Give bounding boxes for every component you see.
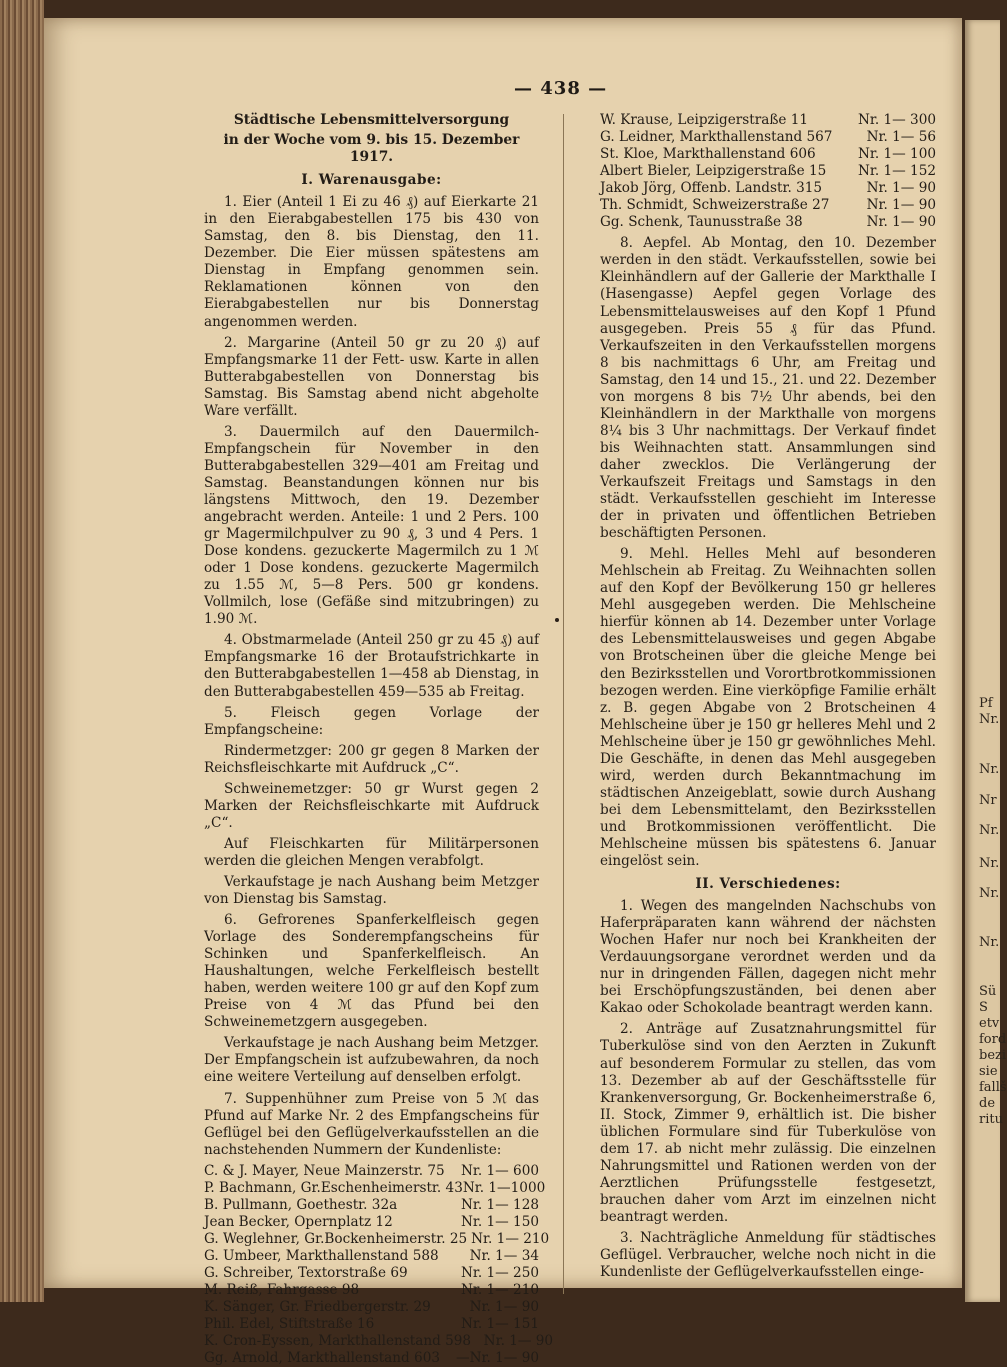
left-column [204,112,554,1367]
vendor-row [204,1265,539,1282]
vendor-range: Nr. 1— 600 [460,1162,539,1179]
item-gefluegel-anmeldung: 3. Nachträgliche Anmeldung für städtisches Geflügel. Verbraucher, welche noch nicht in die Kundenliste der Geflügelverkaufsstellen einge- [600,1230,936,1281]
item-tuberkulose: 2. Anträge auf Zusatznahrungsmittel für Tuberkulöse sind von den Aerzten in Zukunft auf besonderem Formular zu stellen, das vom 13. Dezember ab auf der Geschäftsstelle für Krankenversorgung, Gr. Bockenheimerstraße 6, II. Stock, Zimmer 9, erhältlich ist. Die bisher üblichen Formulare sind für Tuberkulöse von dem 17. ab nicht mehr zulässig. Die einzelnen Nahrungsmittel und Rationen werden von der Aerztlichen Prüfungsstelle festgesetzt, brauchen daher vom Arzt im einzelnen nicht beantragt werden. [600,1021,936,1225]
next-page-fragment: Nr. [979,935,1000,950]
item-eier: 1. Eier (Anteil 1 Ei zu 46 ₰) auf Eierkarte 21 in den Eierabgabestellen 175 bis 430 von Samstag, den 8. bis Dienstag, den 11. Dezember. Die Eier müssen spätestens am Dienstag in Empfang genommen sein. Reklamationen können von den Eierabgabestellen nur bis Donnerstag angenommen werden. [204,194,539,330]
vendor-name: Gg. Arnold, Markthallenstand 603 [204,1350,440,1367]
vendor-range: Nr. 1— 90 [469,1299,539,1316]
vendor-range: —Nr. 1— 90 [456,1350,539,1367]
vendor-row [600,146,936,163]
vendor-range: Nr. 1— 210 [460,1282,539,1299]
vendor-name: G. Umbeer, Markthallenstand 588 [204,1247,439,1264]
vendor-name: Gg. Schenk, Taunusstraße 38 [600,214,803,231]
item-fleisch: 5. Fleisch gegen Vorlage der Empfangscheine: [204,704,539,738]
vendor-row [600,214,936,231]
item-suppenhuehner: 7. Suppenhühner zum Preise von 5 ℳ das Pfund auf Marke Nr. 2 des Empfangscheins für Geflügel bei den Geflügelverkaufsstellen an die nachstehenden Nummern der Kundenliste: [204,1090,539,1158]
vendor-name: C. & J. Mayer, Neue Mainzerstr. 75 [204,1162,445,1179]
next-page-fragment: Nr. [979,823,1000,838]
vendor-name: M. Reiß, Fahrgasse 98 [204,1282,360,1299]
vendor-name: Phil. Edel, Stiftstraße 16 [204,1316,375,1333]
item-spanferkel: 6. Gefrorenes Spanferkelfleisch gegen Vorlage des Sonderempfangscheins für Schinken und Spanferkelfleisch. An Haushaltungen, welche Ferkelfleisch bestellt haben, werden weitere 100 gr auf den Kopf zum Preise von 4 ℳ das Pfund bei den Schweinemetzgern ausgegeben. [204,912,539,1031]
item-schweinemetzger: Schweinemetzger: 50 gr Wurst gegen 2 Marken der Reichsfleischkarte mit Aufdruck „C“. [204,780,539,831]
vendor-range: Nr. 1— 300 [857,112,936,128]
vendor-row [204,1299,539,1316]
vendor-row [204,1230,550,1248]
next-page-fragment: Nr [979,793,997,808]
vendor-name: K. Cron-Eyssen, Markthallenstand 598 [204,1333,472,1350]
vendor-name: G. Weglehner, Gr.Bockenheimerstr. 25 [204,1230,468,1247]
column-rule-dot [555,618,559,622]
next-page-fragment: Nr. [979,886,1000,901]
vendor-name: B. Pullmann, Goethestr. 32a [204,1196,398,1213]
vendor-name: W. Krause, Leipzigerstraße 11 [600,112,809,128]
next-page-edge [965,20,1007,1302]
vendor-range: Nr. 1— 128 [460,1196,539,1213]
next-page-fragment: Pf [979,696,993,711]
vendor-range: Nr. 1— 90 [866,197,936,214]
next-page-fragment: sie [979,1064,998,1079]
vendor-list-right [600,112,936,231]
item-verkaufstage-2: Verkaufstage je nach Aushang beim Metzger. Der Empfangschein ist aufzubewahren, da noch eine weitere Verteilung auf denselben erfolgt. [204,1035,539,1086]
vendor-row [204,1163,539,1180]
vendor-range: Nr. 1— 250 [460,1265,539,1281]
item-mehl: 9. Mehl. Helles Mehl auf besonderen Mehlschein ab Freitag. Zu Weihnachten sollen auf den Kopf der Bevölkerung 150 gr helleres Mehl ausgegeben werden. Die Mehlscheine hierfür können ab 14. Dezember unter Vorlage des Lebensmittelausweises und gegen Abgabe von Brotscheinen über die gleiche Menge bei den Bezirksstellen und Vorortbrotkommissionen bezogen werden. Eine vierköpfige Familie erhält z. B. gegen Abgabe von 2 Brotscheinen 4 Mehlscheine über je 150 gr helleres Mehl und 2 Mehlscheine über je 150 gr gewöhnliches Mehl. Die Geschäfte, in denen das Mehl ausgegeben wird, werden durch Bekanntmachung im städtischen Anzeigeblatt, sowie durch Aushang bei dem Lebensmittelamt, den Bezirksstellen und Brotkommissionen veröffentlicht. Die Mehlscheine müssen bis spätestens 6. Januar eingelöst sein. [600,546,936,870]
vendor-row [204,1214,539,1231]
vendor-row [204,1179,546,1197]
vendor-name: Th. Schmidt, Schweizerstraße 27 [600,197,830,214]
column-rule [563,114,564,1294]
vendor-row [600,197,936,214]
next-page-fragment: Nr. [979,762,1000,777]
vendor-list-left [204,1162,554,1367]
vendor-name: St. Kloe, Markthallenstand 606 [600,146,816,163]
vendor-name: Albert Bieler, Leipzigerstraße 15 [600,163,827,180]
book-page [44,18,962,1367]
next-page-fragment: Nr. [979,856,1000,871]
item-margarine: 2. Margarine (Anteil 50 gr zu 20 ₰) auf Empfangsmarke 11 der Fett- usw. Karte in allen Butterabgabestellen von Donnerstag bis Samstag. Bis Samstag abend nicht abgeholte Ware verfällt. [204,334,539,419]
next-page-fragment: ritu [979,1112,1003,1127]
next-page-fragment: etv [979,1016,1000,1031]
section-verschiedenes: II. Verschiedenes: [695,876,841,893]
vendor-range: Nr. 1— 152 [857,163,936,180]
heading-week: in der Woche vom 9. bis 15. Dezember 1917. [223,132,520,166]
page-number: — 438 — [514,78,608,99]
heading-title: Städtische Lebensmittelversorgung [233,112,510,128]
next-page-fragment: ford [979,1032,1007,1047]
vendor-name: G. Schreiber, Textorstraße 69 [204,1265,408,1281]
vendor-name: P. Bachmann, Gr.Eschenheimerstr. 43 [204,1179,463,1196]
vendor-range: Nr. 1— 34 [469,1247,539,1264]
next-page-fragment: Nr. [979,712,1000,727]
vendor-row [204,1333,554,1350]
vendor-name: Jakob Jörg, Offenb. Landstr. 315 [600,180,823,197]
vendor-range: Nr. 1— 210 [471,1230,550,1247]
item-militaer: Auf Fleischkarten für Militärpersonen werden die gleichen Mengen verabfolgt. [204,835,539,869]
vendor-range: Nr. 1— 56 [866,129,936,146]
vendor-row [204,1197,539,1214]
item-rindermetzger: Rindermetzger: 200 gr gegen 8 Marken der Reichsfleischkarte mit Aufdruck „C“. [204,742,539,776]
vendor-name: G. Leidner, Markthallenstand 567 [600,129,833,146]
vendor-name: Jean Becker, Opernplatz 12 [204,1213,393,1230]
item-hafer: 1. Wegen des mangelnden Nachschubs von Haferpräparaten kann während der nächsten Wochen Hafer nur noch bei Krankheiten der Verdauungsorgane verordnet werden und da nur in dringenden Fällen, dagegen nicht mehr bei Erschöpfungszuständen, bei denen aber Kakao oder Schokolade beantragt werden kann. [600,898,936,1017]
vendor-range: Nr. 1— 100 [857,146,936,163]
item-obstmarmelade: 4. Obstmarmelade (Anteil 250 gr zu 45 ₰) auf Empfangsmarke 16 der Brotaufstrichkarte in den Butterabgabestellen 1—458 ab Dienstag, in den Butterabgabestellen 459—535 ab Freitag. [204,632,539,700]
vendor-row [600,129,936,146]
vendor-row [600,163,936,180]
vendor-row [204,1282,539,1299]
next-page-fragment: bezi [979,1048,1007,1063]
next-page-fragment: de [979,1096,996,1111]
vendor-row [204,1316,539,1333]
right-column [600,112,936,1285]
vendor-range: Nr. 1— 150 [460,1213,539,1230]
vendor-row [204,1248,539,1265]
next-page-fragment: Sü [979,984,997,999]
vendor-range: Nr. 1— 151 [460,1316,539,1333]
book-edge [0,0,44,1302]
item-dauermilch: 3. Dauermilch auf den Dauermilch-Empfangschein für November in den Butterabgabestellen 329—401 am Freitag und Samstag. Beanstandungen können nur bis längstens Mittwoch, den 19. Dezember angebracht werden. Anteile: 1 und 2 Pers. 100 gr Magermilchpulver zu 90 ₰, 3 und 4 Pers. 1 Dose kondens. gezuckerte Magermilch zu 1 ℳ oder 1 Dose kondens. gezuckerte Magermilch zu 1.55 ℳ, 5—8 Pers. 500 gr kondens. Vollmilch, lose (Gefäße sind mitzubringen) zu 1.90 ℳ. [204,423,539,628]
vendor-row [204,1350,539,1367]
vendor-row [600,112,936,129]
vendor-range: Nr. 1—1000 [462,1179,546,1196]
next-page-fragment: S [979,1000,988,1015]
vendor-range: Nr. 1— 90 [866,180,936,197]
vendor-range: Nr. 1— 90 [866,214,936,231]
vendor-row [600,180,936,197]
vendor-name: K. Sänger, Gr. Friedbergerstr. 29 [204,1299,431,1316]
vendor-range: Nr. 1— 90 [483,1333,554,1350]
item-verkaufstage: Verkaufstage je nach Aushang beim Metzger von Dienstag bis Samstag. [204,873,539,908]
item-aepfel: 8. Aepfel. Ab Montag, den 10. Dezember werden in den städt. Verkaufsstellen, sowie bei Kleinhändlern auf der Gallerie der Markthalle I (Hasengasse) Aepfel gegen Vorlage des Lebensmittelausweises auf den Kopf 1 Pfund ausgegeben. Preis 55 ₰ für das Pfund. Verkaufszeiten in den Verkaufsstellen morgens 8 bis nachmittags 6 Uhr, am Freitag und Samstag, den 14 und 15., 21. und 22. Dezember von morgens 8 bis 7½ Uhr abends, bei den Kleinhändlern in der Markthalle von morgens 8¼ bis 3 Uhr nachmittags. Der Verkauf findet bis Weihnachten statt. Ansammlungen sind daher zwecklos. Die Verlängerung der Verkaufszeit Freitags und Samstags in den städt. Verkaufsstellen geschieht im Interesse der in privaten und öffentlichen Betrieben beschäftigten Personen. [600,235,936,542]
section-warenausgabe: I. Warenausgabe: [301,172,442,189]
next-page-fragment: fallš [979,1080,1007,1095]
